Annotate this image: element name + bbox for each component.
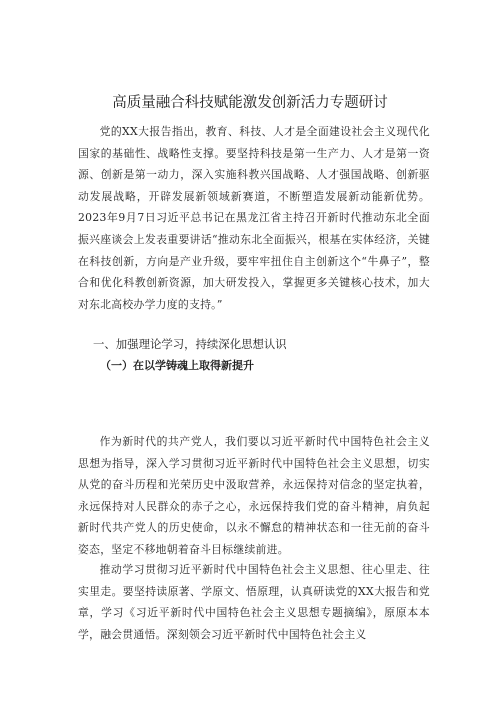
body-paragraph-3: 推动学习贯彻习近平新时代中国特色社会主义思想、往心里走、往实里走。要坚持读原著、学原文、悟原理，认真研读党的XX大报告和党章，学习《习近平新时代中国特色社会主义思想专题摘编》，原原本本学，融会贯通悟。深刻领会习近平新时代中国特色社会主义 xyxy=(78,563,430,641)
document-title: 高质量融合科技赋能激发创新活力专题研讨 xyxy=(112,95,388,111)
intro-paragraph: 党的XX大报告指出，教育、科技、人才是全面建设社会主义现代化国家的基础性、战略性支撑。要坚持科技是第一生产力、人才是第一资源、创新是第一动力，深入实施科教兴国战略、人才强国战略、创新驱动发展战略，开辟发展新领域新赛道，不断塑造发展新动能新优势。2023年9月7日习近平总书记在黑龙江省主持召开新时代推动东北全面振兴座谈会上发表重要讲话“推动东北全面振兴，根基在实体经济，关键在科技创新，方向是产业升级，要牢牢扭住自主创新这个“牛鼻子”，整合和优化科教创新资源，加大研发投入，掌握更多关键核心技术，加大对东北高校办学力度的支持。” xyxy=(78,125,430,311)
body-paragraph-2: 作为新时代的共产党人，我们要以习近平新时代中国特色社会主义思想为指导，深入学习贯彻习近平新时代中国特色社会主义思想，切实从党的奋斗历程和光荣历史中汲取营养，永远保持对信念的坚定执着，永远保持对人民群众的赤子之心，永远保持我们党的奋斗精神，肩负起新时代共产党人的历史使命，以永不懈怠的精神状态和一往无前的奋斗姿态，坚定不移地朝着奋斗目标继续前进。 xyxy=(78,435,430,556)
subsection-heading-1: （一）在以学铸魂上取得新提升 xyxy=(100,359,254,372)
section-heading-1: 一、加强理论学习，持续深化思想认识 xyxy=(93,337,287,351)
